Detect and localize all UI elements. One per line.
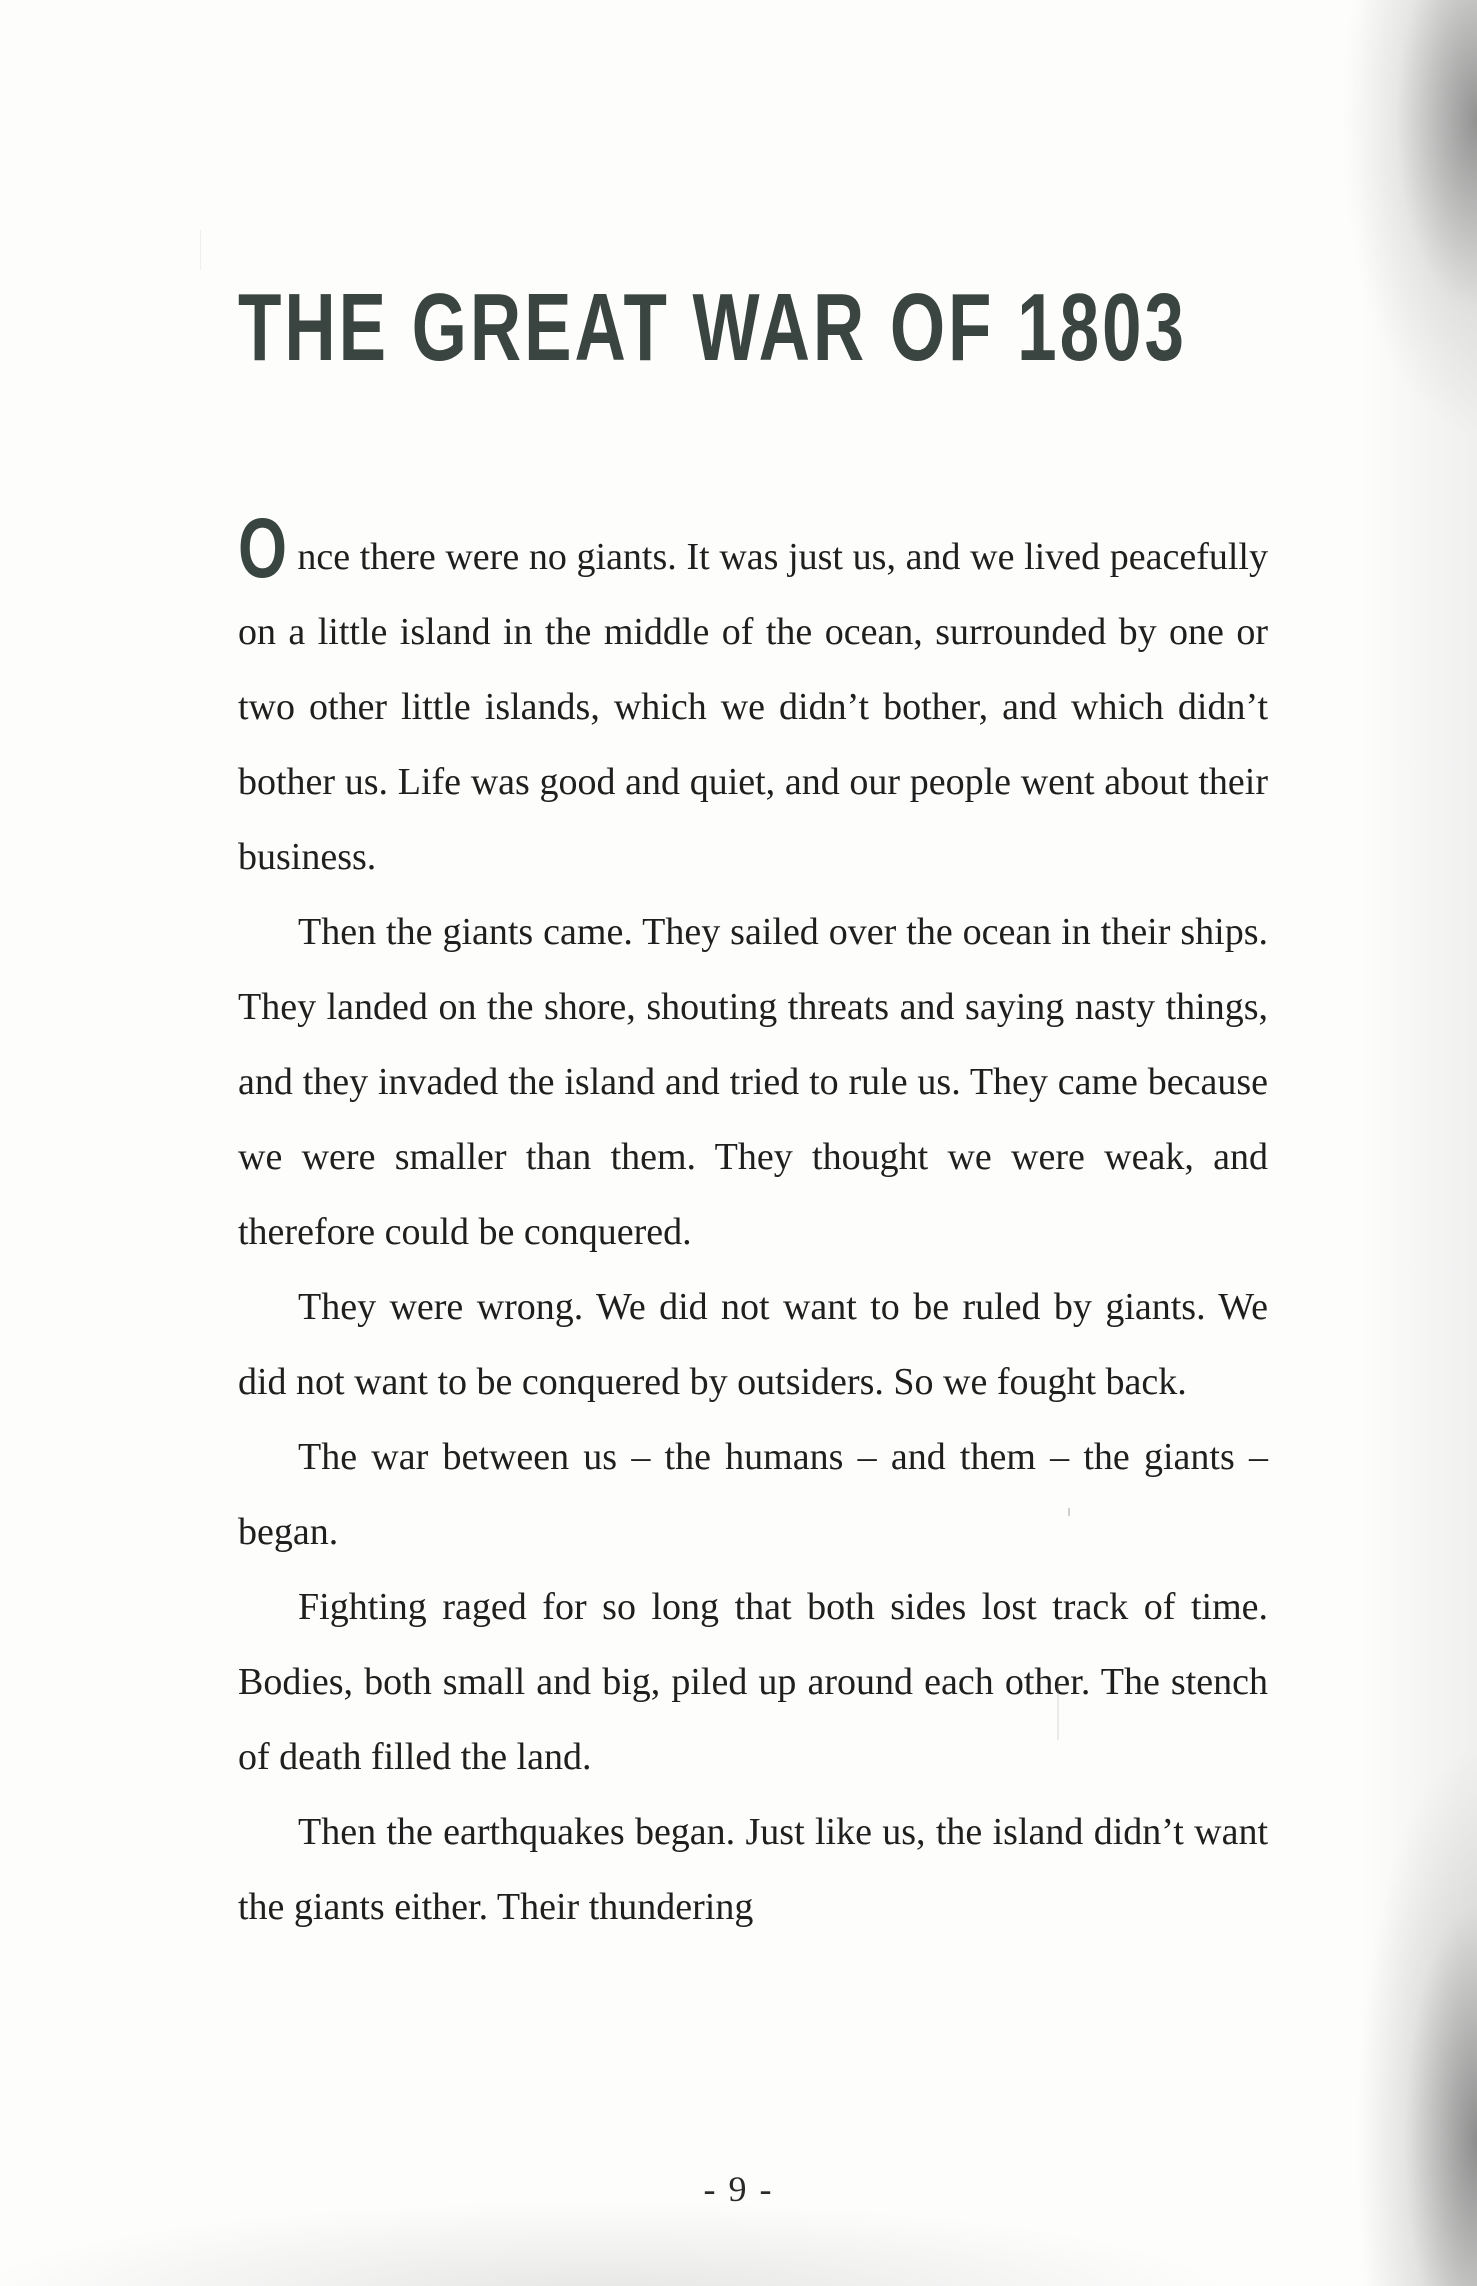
scan-speck xyxy=(200,230,201,270)
page-number: - 9 - xyxy=(703,2169,774,2209)
paragraph-3: They were wrong. We did not want to be ruled by giants. We did not want to be conquered by outsiders. So we fought back. xyxy=(238,1286,1268,1403)
paragraph-1-text: nce there were no giants. It was just us, and we lived peacefully on a little island in the middle of the ocean, surrounded by one or two other little islands, which we didn’t bother, and which didn’t bother us. Life was good and quiet, and our people went about their business. xyxy=(238,536,1268,878)
paragraph-4: The war between us – the humans – and them – the giants – began. xyxy=(238,1436,1268,1553)
paragraph-5: Fighting raged for so long that both sides lost track of time. Bodies, both small and big, piled up around each other. The stench of death filled the land. xyxy=(238,1586,1268,1778)
paragraph-2: Then the giants came. They sailed over the ocean in their ships. They landed on the shore, shouting threats and saying nasty things, and they invaded the island and tried to rule us. They came because we were smaller than them. They thought we were weak, and therefore could be conquered. xyxy=(238,911,1268,1253)
drop-cap: O xyxy=(238,501,288,595)
chapter-body xyxy=(238,501,1268,1945)
chapter-title: THE GREAT WAR OF 1803 xyxy=(238,274,1187,381)
scan-speck xyxy=(1068,1508,1070,1516)
scan-speck xyxy=(1057,1680,1059,1740)
paragraph-6: Then the earthquakes began. Just like us, the island didn’t want the giants either. Their thundering xyxy=(238,1811,1268,1928)
paragraph-1 xyxy=(238,501,1268,895)
